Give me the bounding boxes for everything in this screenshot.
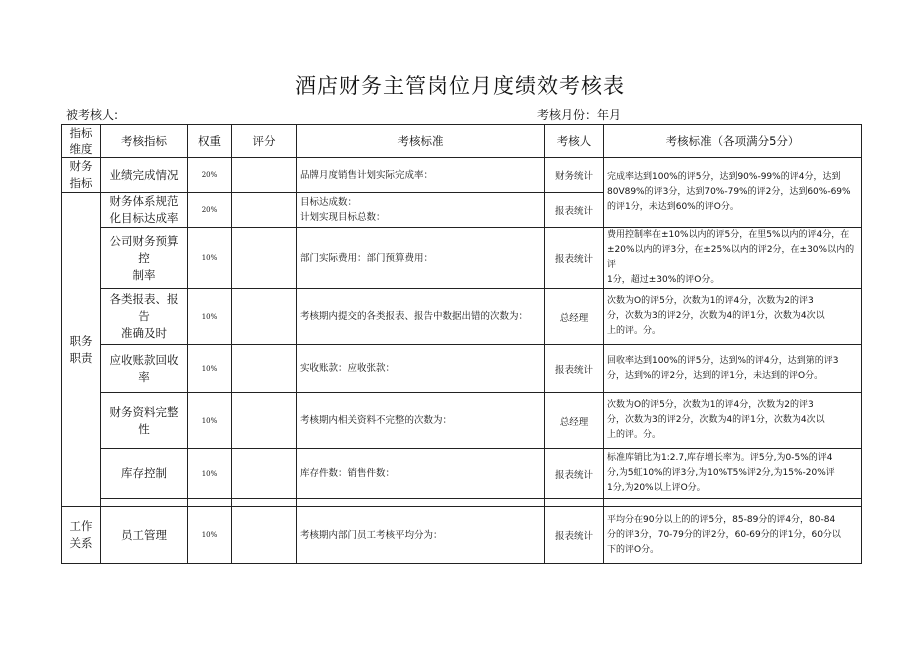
score-cell[interactable] xyxy=(232,289,297,345)
weight-cell: 10% xyxy=(188,289,232,345)
table-row xyxy=(62,449,862,499)
weight-cell: 10% xyxy=(188,393,232,449)
weight-cell: 10% xyxy=(188,449,232,499)
standard-cell: 品牌月度销售计划实际完成率： xyxy=(297,158,545,193)
score-cell[interactable] xyxy=(232,228,297,289)
header-standard: 考核标准 xyxy=(297,125,545,158)
score-cell[interactable] xyxy=(232,393,297,449)
dimension-finance: 财务 指标 xyxy=(62,158,101,193)
table-row xyxy=(62,228,862,289)
score-cell[interactable] xyxy=(232,449,297,499)
assessor-cell: 报表统计 xyxy=(545,449,604,499)
header-row xyxy=(62,125,862,158)
indicator-cell: 应收账款回收率 xyxy=(101,345,188,393)
period-label: 考核月份：年月 xyxy=(537,108,622,122)
header-weight: 权重 xyxy=(188,125,232,158)
header-dimension: 指标 维度 xyxy=(62,125,101,158)
table-row xyxy=(62,345,862,393)
criteria-cell: 次数为O的评5分，次数为1的评4分，次数为2的评3 分，次数为3的评2分，次数为4的评1分，次数为4次以 上的评。分。 xyxy=(604,289,862,345)
table-row xyxy=(62,507,862,564)
assessor-cell: 报表统计 xyxy=(545,345,604,393)
examinee-label: 被考核人: xyxy=(66,108,119,122)
score-cell[interactable] xyxy=(232,345,297,393)
indicator-cell: 库存控制 xyxy=(101,449,188,499)
indicator-cell: 公司财务预算控 制率 xyxy=(101,228,188,289)
weight-cell: 10% xyxy=(188,345,232,393)
weight-cell: 10% xyxy=(188,507,232,564)
standard-cell: 目标达成数： 计划实现目标总数： xyxy=(297,193,545,228)
indicator-cell: 财务体系规范 化目标达成率 xyxy=(101,193,188,228)
weight-cell: 20% xyxy=(188,158,232,193)
appraisal-table xyxy=(61,124,862,564)
criteria-cell: 次数为O的评5分，次数为1的评4分，次数为2的评3 分，次数为3的评2分，次数为4的评1分，次数为4次以 上的评。分。 xyxy=(604,393,862,449)
assessor-cell: 报表统计 xyxy=(545,507,604,564)
weight-cell: 10% xyxy=(188,228,232,289)
score-cell[interactable] xyxy=(232,507,297,564)
standard-cell: 考核期内部门员工考核平均分为： xyxy=(297,507,545,564)
table-row xyxy=(62,289,862,345)
header-criteria: 考核标准（各项满分5分） xyxy=(604,125,862,158)
indicator-cell: 各类报表、报告 准确及时 xyxy=(101,289,188,345)
standard-cell: 库存件数：销售件数： xyxy=(297,449,545,499)
score-cell[interactable] xyxy=(232,193,297,228)
table-row xyxy=(62,393,862,449)
criteria-cell: 回收率达到100%的评5分，达到%的评4分，达到第的评3 分，达到%的评2分，达到的评1分，未达到的评O分。 xyxy=(604,345,862,393)
assessor-cell: 报表统计 xyxy=(545,228,604,289)
table-row xyxy=(62,158,862,193)
standard-cell: 考核期内相关资料不完整的次数为： xyxy=(297,393,545,449)
assessor-cell: 报表统计 xyxy=(545,193,604,228)
page-title: 酒店财务主管岗位月度绩效考核表 xyxy=(295,74,625,98)
criteria-cell: 平均分在90分以上的的评5分，85-89分的评4分，80-84 分的评3分，70-79分的评2分，60-69分的评1分，60分以 下的评O分。 xyxy=(604,507,862,564)
header-indicator: 考核指标 xyxy=(101,125,188,158)
weight-cell: 20% xyxy=(188,193,232,228)
header-score: 评分 xyxy=(232,125,297,158)
assessor-cell: 财务统计 xyxy=(545,158,604,193)
criteria-cell: 完成率达到100%的评5分，达到90%-99%的评4分，达到 80V89%的评3分，达到70%-79%的评2分，达到60%-69% 的评1分，未达到60%的评O分。 xyxy=(604,158,862,228)
dimension-duty: 职务 职责 xyxy=(62,193,101,507)
indicator-cell: 员工管理 xyxy=(101,507,188,564)
assessor-cell: 总经理 xyxy=(545,393,604,449)
indicator-cell: 财务资料完整性 xyxy=(101,393,188,449)
criteria-cell: 费用控制率在±10%以内的评5分，在里5%以内的评4分，在 ±20%以内的评3分，在±25%以内的评2分，在±30%以内的评 1分，超过±30%的评O分。 xyxy=(604,228,862,289)
score-cell[interactable] xyxy=(232,158,297,193)
dimension-work: 工作 关系 xyxy=(62,507,101,564)
assessor-cell: 总经理 xyxy=(545,289,604,345)
standard-cell: 考核期内提交的各类报表、报告中数据出错的次数为： xyxy=(297,289,545,345)
indicator-cell: 业绩完成情况 xyxy=(101,158,188,193)
table-row-spacer xyxy=(62,499,862,507)
header-assessor: 考核人 xyxy=(545,125,604,158)
standard-cell: 部门实际费用：部门预算费用： xyxy=(297,228,545,289)
standard-cell: 实收账款：应收张款： xyxy=(297,345,545,393)
criteria-cell: 标准库销比为1:2.7,库存增长率为。评5分,为0-5%的评4 分,为5虹10%的评3分,为10%T5%评2分,为15%-20%评 1分,为20%以上评O分。 xyxy=(604,449,862,499)
